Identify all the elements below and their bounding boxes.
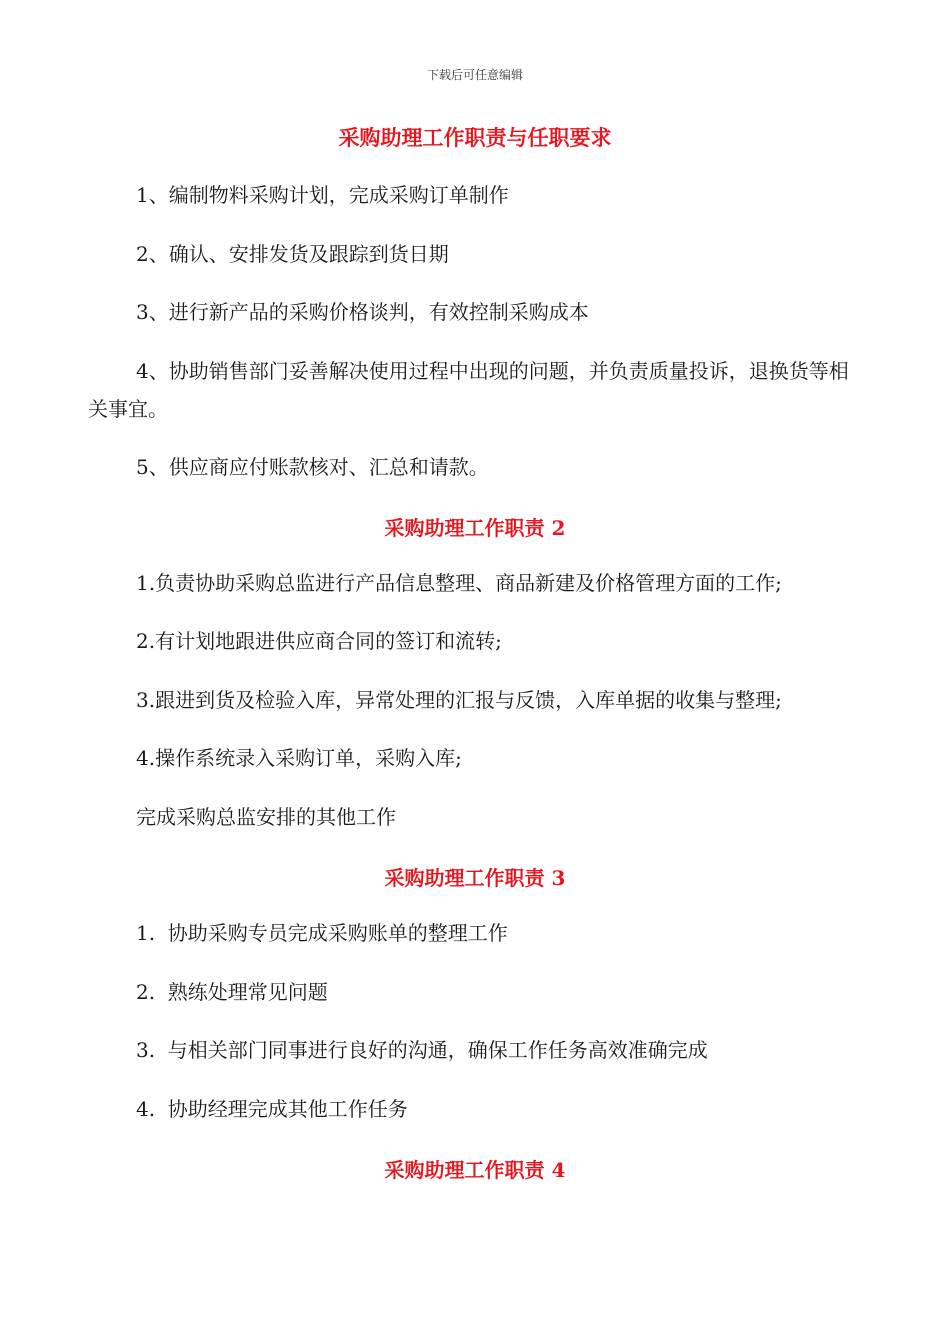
section-heading: 采购助理工作职责 2: [384, 516, 566, 540]
list-item: 4.操作系统录入采购订单，采购入库;: [136, 746, 462, 770]
list-item: 1、编制物料采购计划，完成采购订单制作: [136, 183, 509, 207]
list-item: 2.有计划地跟进供应商合同的签订和流转;: [136, 629, 502, 653]
section-heading: 采购助理工作职责 4: [384, 1158, 566, 1182]
list-item-paragraph: 4、协助销售部门妥善解决使用过程中出现的问题，并负责质量投诉，退换货等相关事宜。: [88, 359, 849, 421]
list-item: 2、确认、安排发货及跟踪到货日期: [136, 242, 449, 266]
list-item: 2. 熟练处理常见问题: [136, 980, 328, 1004]
section-heading: 采购助理工作职责 3: [384, 866, 566, 890]
document-title: 采购助理工作职责与任职要求: [338, 125, 612, 150]
list-item: 1.负责协助采购总监进行产品信息整理、商品新建及价格管理方面的工作;: [136, 571, 782, 595]
list-item: 完成采购总监安排的其他工作: [136, 805, 396, 829]
list-item: 4. 协助经理完成其他工作任务: [136, 1097, 408, 1121]
list-item: 3.跟进到货及检验入库，异常处理的汇报与反馈，入库单据的收集与整理;: [136, 688, 782, 712]
header-note: 下载后可任意编辑: [426, 68, 523, 82]
list-item: 3、进行新产品的采购价格谈判，有效控制采购成本: [136, 300, 589, 324]
list-item: 5、供应商应付账款核对、汇总和请款。: [136, 455, 489, 479]
list-item: 1. 协助采购专员完成采购账单的整理工作: [136, 921, 508, 945]
list-item: 3. 与相关部门同事进行良好的沟通，确保工作任务高效准确完成: [136, 1038, 708, 1062]
